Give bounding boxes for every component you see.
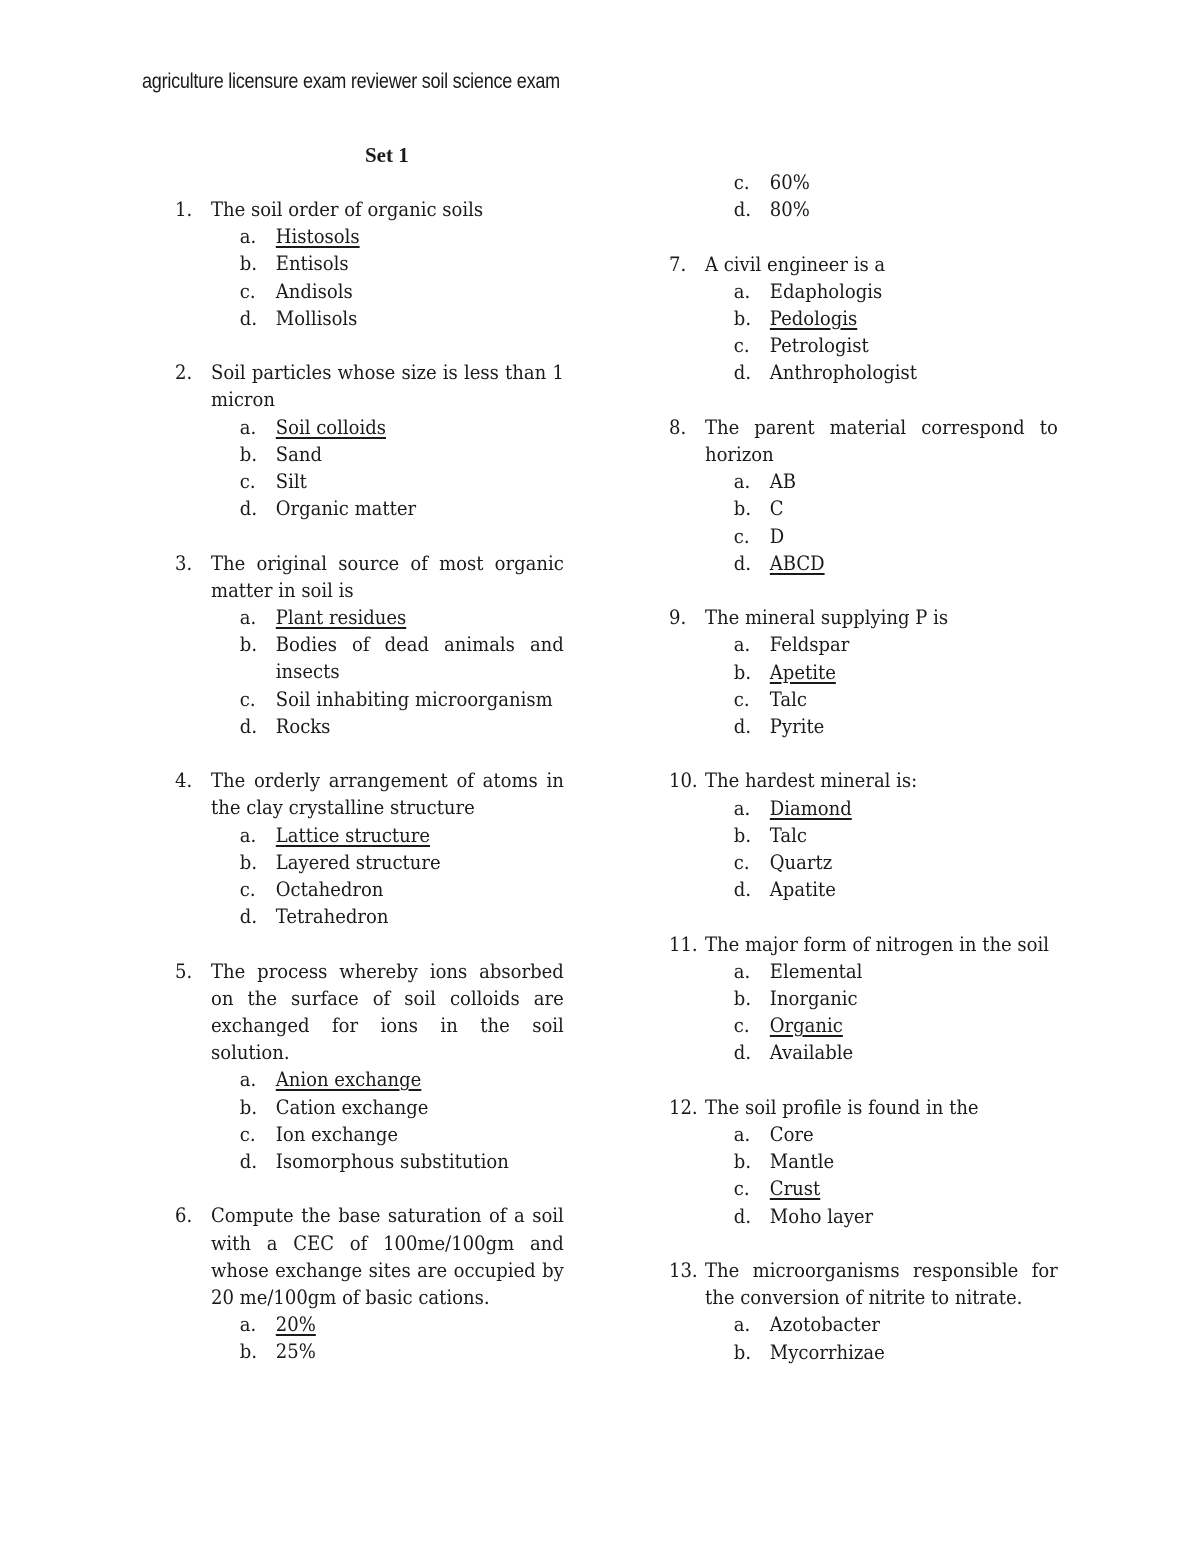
document-header: agriculture licensure exam reviewer soil science exam (142, 70, 560, 93)
answer-option (175, 278, 564, 305)
option-text: Mycorrhizae (769, 1339, 885, 1364)
answer-option (175, 305, 564, 332)
option-text: Silt (275, 469, 307, 494)
answer-option (669, 1339, 1058, 1366)
option-text: C (769, 496, 784, 521)
option-text: Octahedron (275, 877, 384, 902)
correct-answer-text (276, 1066, 564, 1093)
option-letter: a. (733, 1312, 751, 1337)
question-number: 12. (669, 1094, 698, 1119)
answer-option (669, 1148, 1058, 1175)
answer-option (669, 795, 1058, 822)
answer-option (669, 1012, 1058, 1039)
question-block (669, 169, 1058, 223)
answer-option (669, 1311, 1058, 1338)
answer-option (175, 876, 564, 903)
option-text: 60% (769, 170, 810, 194)
option-text: Talc (769, 822, 807, 847)
option-letter: c. (239, 877, 256, 902)
option-letter: a. (733, 469, 751, 494)
question-text: The mineral supplying P is (705, 605, 949, 630)
question-number: 5. (175, 958, 193, 983)
option-letter: c. (239, 469, 256, 494)
option-letter: b. (239, 849, 258, 874)
correct-answer-text (770, 1012, 1058, 1039)
question-text: The soil order of organic soils (211, 197, 484, 221)
question-text: The major form of nitrogen in the soil (705, 931, 1050, 956)
set-title: Set 1 (365, 143, 409, 167)
question-text: The soil profile is found in the (705, 1094, 979, 1119)
question-stem (669, 251, 1058, 278)
option-letter: a. (733, 1122, 751, 1147)
correct-answer-text (276, 223, 564, 250)
answer-option (669, 468, 1058, 495)
answer-option (669, 985, 1058, 1012)
question-stem (669, 1094, 1058, 1121)
answer-option (669, 196, 1058, 223)
option-text: Sand (275, 441, 322, 466)
option-letter: c. (733, 333, 750, 358)
question-text: The hardest mineral is: (705, 768, 918, 793)
question-block (175, 196, 564, 332)
option-text: Inorganic (769, 986, 858, 1011)
question-number: 13. (669, 1258, 698, 1283)
option-letter: b. (733, 986, 752, 1011)
option-text: Azotobacter (769, 1312, 881, 1337)
question-stem (175, 359, 564, 413)
question-stem (175, 958, 564, 1067)
option-letter: a. (239, 224, 257, 249)
answer-option (669, 1175, 1058, 1202)
question-block (175, 958, 564, 1176)
answer-option (175, 849, 564, 876)
option-text: Quartz (769, 850, 833, 875)
correct-answer-text (276, 604, 564, 631)
answer-option (669, 523, 1058, 550)
correct-answer-underline: Plant residues (275, 605, 407, 630)
answer-option (175, 495, 564, 522)
answer-option (175, 713, 564, 740)
question-stem (175, 196, 564, 223)
option-letter: a. (733, 958, 751, 983)
option-text: Core (769, 1122, 814, 1147)
question-number: 3. (175, 550, 193, 575)
correct-answer-underline: ABCD (769, 550, 825, 575)
question-stem (669, 604, 1058, 631)
option-letter: d. (239, 1149, 258, 1174)
question-block (669, 414, 1058, 577)
answer-option (175, 822, 564, 849)
answer-option (175, 1094, 564, 1121)
question-number: 9. (669, 605, 687, 630)
correct-answer-underline: Apetite (769, 659, 836, 684)
correct-answer-underline: Anion exchange (275, 1067, 422, 1092)
question-text: Soil particles whose size is less than 1 micron (211, 360, 564, 412)
answer-option (175, 1148, 564, 1175)
answer-option (669, 278, 1058, 305)
answer-option (175, 1338, 564, 1365)
question-number: 4. (175, 768, 193, 793)
option-letter: a. (733, 632, 751, 657)
correct-answer-underline: Diamond (769, 795, 852, 820)
question-block (669, 1257, 1058, 1366)
answer-option (669, 332, 1058, 359)
correct-answer-text (770, 1175, 1058, 1202)
question-number: 11. (669, 931, 698, 956)
option-text: Petrologist (769, 333, 869, 358)
question-block (175, 550, 564, 740)
option-letter: b. (239, 632, 258, 657)
option-letter: d. (239, 713, 258, 738)
answer-option (669, 631, 1058, 658)
question-block (669, 251, 1058, 387)
option-text: Pyrite (769, 714, 825, 739)
option-letter: b. (239, 251, 258, 276)
option-text: Feldspar (769, 632, 850, 657)
option-letter: a. (733, 278, 751, 303)
option-letter: d. (733, 1203, 752, 1228)
option-letter: d. (733, 197, 752, 222)
option-letter: a. (239, 1067, 257, 1092)
right-column (669, 169, 1058, 1393)
option-text: Talc (769, 686, 807, 711)
option-letter: b. (733, 496, 752, 521)
option-letter: d. (733, 360, 752, 385)
correct-answer-text (770, 305, 1058, 332)
option-text: Anthrophologist (769, 360, 917, 385)
option-letter: a. (733, 795, 751, 820)
option-text: 25% (275, 1339, 316, 1364)
correct-answer-text (276, 1311, 564, 1338)
question-number: 6. (175, 1203, 193, 1228)
option-letter: c. (733, 523, 750, 548)
correct-answer-text (276, 822, 564, 849)
option-letter: c. (733, 686, 750, 711)
answer-option (669, 713, 1058, 740)
option-letter: c. (733, 1176, 750, 1201)
option-text: Ion exchange (275, 1121, 399, 1146)
correct-answer-underline: Histosols (275, 224, 360, 249)
answer-option (175, 414, 564, 441)
answer-option (175, 1121, 564, 1148)
answer-option (669, 849, 1058, 876)
question-stem (669, 1257, 1058, 1311)
answer-option (669, 169, 1058, 196)
question-text: The microorganisms responsible for the conversion of nitrite to nitrate. (705, 1258, 1058, 1310)
question-number: 1. (175, 197, 193, 221)
option-text: 80% (769, 197, 810, 222)
question-block (175, 767, 564, 930)
answer-option (669, 1203, 1058, 1230)
question-text: A civil engineer is a (705, 251, 886, 276)
option-text: Mollisols (275, 305, 358, 330)
answer-option (175, 903, 564, 930)
answer-option (175, 604, 564, 631)
question-text: The parent material correspond to horizon (705, 414, 1058, 466)
option-text: AB (769, 469, 797, 494)
question-number: 10. (669, 768, 698, 793)
correct-answer-text (770, 550, 1058, 577)
answer-option (669, 1121, 1058, 1148)
question-block (175, 1202, 564, 1365)
option-letter: a. (239, 822, 257, 847)
option-letter: d. (733, 714, 752, 739)
question-stem (175, 550, 564, 604)
option-text: Edaphologis (769, 278, 883, 303)
option-letter: d. (239, 904, 258, 929)
left-column (175, 196, 564, 1393)
question-stem (669, 414, 1058, 468)
answer-option (669, 659, 1058, 686)
option-letter: c. (733, 850, 750, 875)
question-text: The process whereby ions absorbed on the surface of soil colloids are exchanged for ions in the soil solution. (211, 958, 564, 1065)
question-stem (175, 1202, 564, 1311)
option-letter: d. (239, 496, 258, 521)
option-letter: b. (733, 659, 752, 684)
answer-option (175, 1066, 564, 1093)
question-block (669, 604, 1058, 740)
option-text: Mantle (769, 1149, 835, 1174)
answer-option (669, 305, 1058, 332)
answer-option (669, 686, 1058, 713)
option-text: Available (769, 1040, 854, 1065)
question-text: The orderly arrangement of atoms in the clay crystalline structure (211, 768, 564, 820)
option-letter: c. (239, 686, 256, 711)
answer-option (669, 876, 1058, 903)
answer-option (669, 550, 1058, 577)
answer-option (175, 1311, 564, 1338)
option-text: Isomorphous substitution (275, 1149, 509, 1174)
question-block (669, 767, 1058, 903)
option-text: Apatite (769, 877, 836, 902)
answer-option (669, 958, 1058, 985)
option-letter: b. (239, 1094, 258, 1119)
correct-answer-text (770, 795, 1058, 822)
correct-answer-underline: Pedologis (769, 306, 858, 330)
option-letter: b. (239, 1339, 258, 1364)
answer-option (669, 495, 1058, 522)
option-letter: b. (733, 306, 752, 330)
option-text: Tetrahedron (275, 904, 389, 929)
answer-option (175, 631, 564, 685)
question-block (669, 931, 1058, 1067)
answer-option (175, 250, 564, 277)
answer-option (175, 468, 564, 495)
correct-answer-underline: Lattice structure (275, 822, 430, 847)
option-text: Elemental (769, 958, 863, 983)
option-text: Bodies of dead animals and insects (275, 632, 564, 684)
option-text: Organic matter (275, 496, 417, 521)
option-letter: b. (733, 1149, 752, 1174)
correct-answer-underline: 20% (275, 1312, 316, 1337)
correct-answer-underline: Soil colloids (275, 414, 386, 439)
question-text: Compute the base saturation of a soil with a CEC of 100me/100gm and whose exchange sites are occupied by 20 me/100gm of basic cations. (211, 1203, 564, 1310)
option-text: Entisols (275, 251, 349, 276)
option-letter: a. (239, 414, 257, 439)
answer-option (175, 686, 564, 713)
option-letter: c. (239, 1121, 256, 1146)
option-letter: d. (733, 1040, 752, 1065)
answer-option (669, 822, 1058, 849)
answer-option (175, 441, 564, 468)
question-stem (175, 767, 564, 821)
question-stem (669, 767, 1058, 794)
option-text: Rocks (275, 713, 331, 738)
option-text: Moho layer (769, 1203, 874, 1228)
correct-answer-underline: Crust (769, 1176, 821, 1201)
option-letter: c. (733, 170, 750, 194)
correct-answer-underline: Organic (769, 1013, 843, 1038)
option-letter: b. (239, 441, 258, 466)
option-text: Soil inhabiting microorganism (275, 686, 553, 711)
question-number: 2. (175, 360, 193, 385)
correct-answer-text (770, 659, 1058, 686)
option-letter: d. (239, 305, 258, 330)
answer-option (669, 1039, 1058, 1066)
answer-option (175, 223, 564, 250)
question-block (669, 1094, 1058, 1230)
option-letter: c. (733, 1013, 750, 1038)
option-letter: b. (733, 1339, 752, 1364)
question-stem (669, 931, 1058, 958)
question-block (175, 359, 564, 522)
correct-answer-text (276, 414, 564, 441)
option-text: Layered structure (275, 849, 441, 874)
option-letter: a. (239, 1312, 257, 1337)
answer-option (669, 359, 1058, 386)
option-text: Cation exchange (275, 1094, 429, 1119)
option-letter: c. (239, 278, 256, 303)
option-letter: d. (733, 877, 752, 902)
question-number: 8. (669, 414, 687, 439)
option-text: D (769, 523, 785, 548)
question-number: 7. (669, 251, 687, 276)
option-text: Andisols (275, 278, 353, 303)
question-text: The original source of most organic matter in soil is (211, 550, 564, 602)
option-letter: b. (733, 822, 752, 847)
option-letter: d. (733, 550, 752, 575)
option-letter: a. (239, 605, 257, 630)
